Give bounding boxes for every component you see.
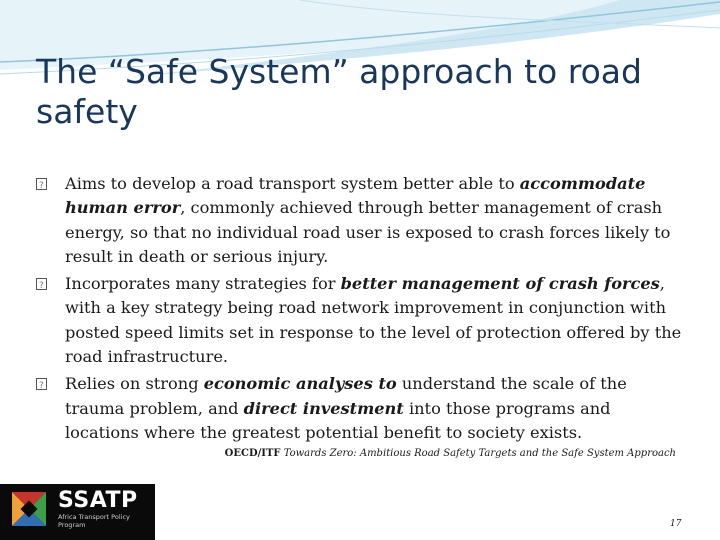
emphasis-text: accommodate human error bbox=[65, 174, 646, 218]
bullet-text: Incorporates many strategies for bbox=[65, 274, 341, 294]
bullet-text: understand the scale of the trauma problem, and bbox=[65, 374, 627, 418]
bullet-text: into those programs and locations where the greatest potential benefit to society exists. bbox=[65, 398, 611, 442]
bullet-text: , with a key strategy being road network improvement in conjunction with posted speed limits set in response to the level of protection offered by the road infrastructure. bbox=[65, 274, 682, 367]
placeholder-box-icon bbox=[36, 378, 47, 390]
bullet-text: Relies on strong bbox=[65, 374, 204, 394]
logo-tagline: Africa Transport Policy Program bbox=[58, 513, 130, 529]
ssatp-logo-mark-icon bbox=[12, 492, 46, 526]
bullet-item bbox=[36, 372, 686, 445]
logo-name: SSATP bbox=[58, 488, 138, 513]
placeholder-box-icon bbox=[36, 278, 47, 290]
citation-title: Towards Zero: Ambitious Road Safety Targets and the Safe System Approach bbox=[283, 448, 676, 459]
page-number: 17 bbox=[670, 519, 682, 529]
placeholder-box-icon bbox=[36, 178, 47, 190]
bullet-item bbox=[36, 172, 686, 269]
emphasis-text: economic analyses to bbox=[203, 374, 397, 394]
slide-title: The “Safe System” approach to road safety bbox=[36, 52, 642, 131]
emphasis-text: better management of crash forces bbox=[340, 274, 660, 294]
bullet-text: Aims to develop a road transport system better able to bbox=[65, 174, 520, 193]
emphasis-text: direct investment bbox=[243, 398, 404, 418]
citation-org: OECD/ITF bbox=[224, 448, 281, 459]
bullet-item bbox=[36, 272, 686, 369]
bullet-text: , commonly achieved through better management of crash energy, so that no individual road user is exposed to crash forces likely to result in death or serious injury. bbox=[65, 198, 671, 266]
citation bbox=[225, 448, 676, 459]
bullet-list bbox=[36, 172, 686, 448]
